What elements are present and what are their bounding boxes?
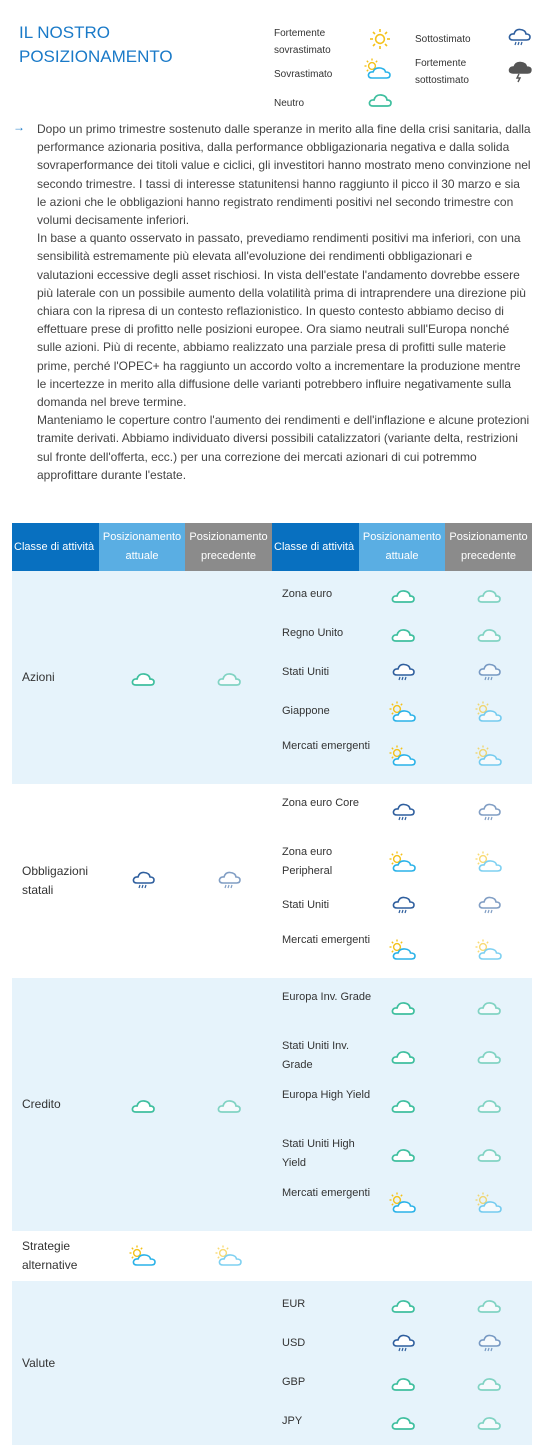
intro-text (37, 120, 532, 484)
rain-icon (391, 801, 415, 825)
neutral-icon (390, 1373, 416, 1393)
table-row: Stati Uniti Inv. Grade (282, 1039, 350, 1071)
neutral-icon (476, 1373, 502, 1393)
sun-cloud-icon (363, 57, 393, 81)
table-row: Regno Unito (282, 627, 344, 639)
neutral-icon (390, 997, 416, 1017)
sun-cloud-icon (474, 850, 504, 874)
header-asset-class: Classe di attività (272, 523, 359, 571)
intro-paragraph: In base a quanto osservato in passato, prevediamo rendimenti positivi ma inferiori, con una sensibilità estremamente più elevata all'evoluzione dei rendimenti obbligazionari e valutazioni eccessive degli asset rischiosi. In vista dell'estate l'andamento dovrebbe essere più laterale con un possibile aumento della volatilità prima di intraprendere una direzione più chiara con la ripresa di un contesto reflazionistico. In questo contesto abbiamo deciso di effettuare prese di profitto nelle posizioni europee. Ora siamo neutrali sull'Europa nonché sulle azioni. Più di recente, abbiamo realizzato una parziale presa di profitti sulle materie prime, perché l'OPEC+ ha raggiunto un accordo volto a incrementare la produzione mentre le incertezze in merito alla diffusione delle varianti potrebbero influire negativamente sulla domanda nel breve termine. (37, 231, 526, 410)
legend-neutral-label: Neutro (274, 98, 305, 109)
header-previous: Posizionamento precedente (185, 523, 272, 571)
header-current: Posizionamento attuale (359, 523, 445, 571)
rain-icon (507, 26, 531, 50)
neutral-icon (390, 1095, 416, 1115)
neutral-icon (390, 585, 416, 605)
sun-icon (368, 28, 392, 50)
asset-class-label: Azioni (22, 670, 55, 684)
table-row: Zona euro (282, 588, 333, 600)
neutral-icon (390, 1144, 416, 1164)
rain-icon (477, 801, 501, 825)
rain-icon (131, 869, 155, 893)
sun-cloud-icon (474, 744, 504, 768)
table-row: JPY (282, 1415, 303, 1427)
neutral-icon (216, 668, 242, 688)
neutral-icon (476, 1144, 502, 1164)
neutral-icon (476, 997, 502, 1017)
intro-paragraph: Manteniamo le coperture contro l'aumento dei rendimenti e dell'inflazione e alcune protezioni tramite derivati. Abbiamo individuato diversi possibili catalizzatori (variante delta, restrizioni sul fronte dell'offerta, ecc.) per una correzione dei mercati azionari di cui potremmo approfittare durante l'estate. (37, 413, 530, 482)
neutral-icon (390, 1295, 416, 1315)
asset-class-label: Strategie alternative (22, 1239, 78, 1272)
table-row: Stati Uniti High Yield (282, 1137, 355, 1169)
sun-cloud-icon (388, 744, 418, 768)
table-row: Stati Uniti (282, 666, 330, 678)
table-row: Giappone (282, 705, 330, 717)
neutral-icon (476, 624, 502, 644)
sun-cloud-icon (474, 1191, 504, 1215)
table-row: Mercati emergenti (282, 1186, 371, 1199)
sun-cloud-icon (388, 850, 418, 874)
legend-overvalued-label: Sovrastimato (274, 69, 333, 80)
rain-icon (391, 661, 415, 685)
neutral-icon (367, 89, 393, 109)
table-row: Mercati emergenti (282, 739, 371, 752)
sun-cloud-icon (474, 700, 504, 724)
header-asset-class: Classe di attività (12, 523, 99, 571)
intro-paragraph: Dopo un primo trimestre sostenuto dalle speranze in merito alla fine della crisi sanitaria, dalla performance azionaria positiva, dalla performance obbligazionaria negativa e dalla solida sovraperformance dei titoli value e ciclici, gli investitori hanno mostrato meno convinzione nel secondo trimestre. I tassi di interesse statunitensi hanno raggiunto il picco il 30 marzo e sia le azioni che le obbligazioni hanno registrato rendimenti positivi nel secondo trimestre con volumi decisamente inferiori. (37, 122, 531, 228)
table-row: Europa Inv. Grade (282, 990, 372, 1003)
sun-cloud-icon (388, 700, 418, 724)
header-current: Posizionamento attuale (99, 523, 185, 571)
neutral-icon (476, 1295, 502, 1315)
neutral-icon (130, 1095, 156, 1115)
neutral-icon (390, 1046, 416, 1066)
sun-cloud-icon (388, 938, 418, 962)
table-row: Europa High Yield (282, 1088, 371, 1101)
neutral-icon (390, 624, 416, 644)
neutral-icon (130, 668, 156, 688)
table-row: Zona euro Core (282, 796, 360, 809)
rain-icon (217, 869, 241, 893)
legend-strongly-overvalued-label: Fortemente sovrastimato (274, 28, 331, 56)
page-title: IL NOSTRO POSIZIONAMENTO (19, 23, 173, 66)
sun-cloud-icon (128, 1244, 158, 1268)
neutral-icon (390, 1412, 416, 1432)
rain-icon (391, 894, 415, 918)
header-previous: Posizionamento precedente (445, 523, 532, 571)
neutral-icon (476, 1412, 502, 1432)
table-row: Zona euro Peripheral (282, 845, 333, 877)
rain-icon (477, 894, 501, 918)
neutral-icon (476, 1095, 502, 1115)
table-row: Stati Uniti (282, 899, 330, 911)
bullet-arrow-icon: → (13, 120, 25, 134)
sun-cloud-icon (474, 938, 504, 962)
rain-icon (477, 1332, 501, 1356)
neutral-icon (476, 1046, 502, 1066)
sun-cloud-icon (214, 1244, 244, 1268)
table-row: GBP (282, 1376, 306, 1388)
asset-class-label: Valute (22, 1355, 56, 1370)
neutral-icon (216, 1095, 242, 1115)
table-row: USD (282, 1337, 306, 1349)
neutral-icon (476, 585, 502, 605)
legend-strongly-undervalued-label: Fortemente sottostimato (415, 58, 469, 86)
legend-undervalued-label: Sottostimato (415, 34, 471, 45)
table-row: EUR (282, 1298, 306, 1310)
asset-class-label: Obbligazioni statali (22, 864, 89, 897)
sun-cloud-icon (388, 1191, 418, 1215)
rain-icon (477, 661, 501, 685)
rain-icon (391, 1332, 415, 1356)
table-row: Mercati emergenti (282, 933, 371, 946)
storm-icon (507, 58, 533, 84)
asset-class-label: Credito (22, 1097, 61, 1111)
